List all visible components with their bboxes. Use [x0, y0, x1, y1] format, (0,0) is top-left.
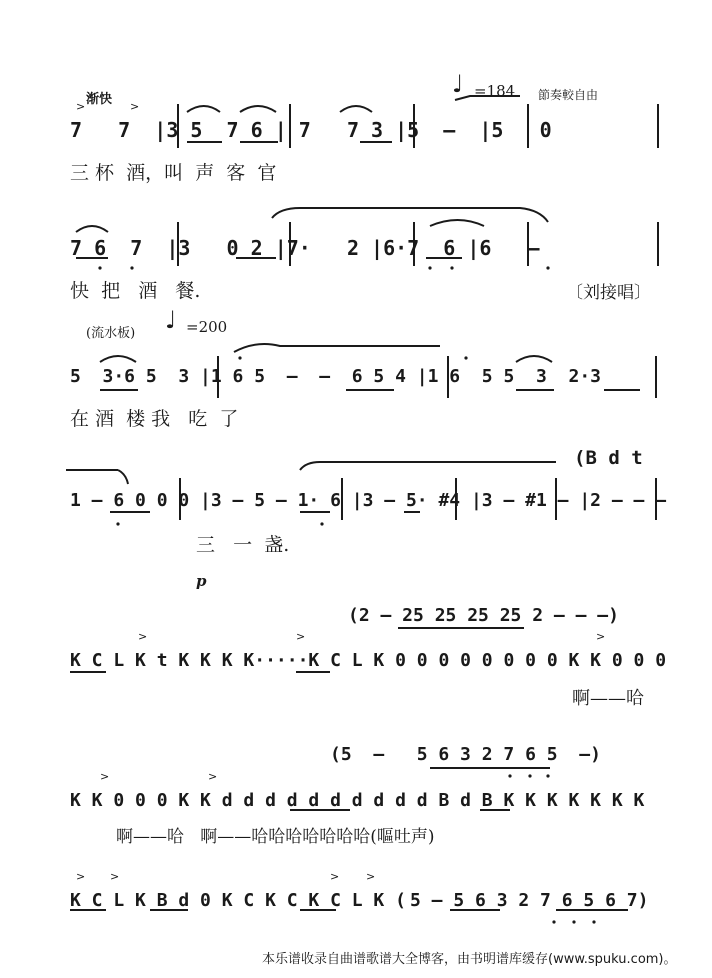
percussion-line-6: K K 0 0 0 K K d d d d d d d d d d B d B K K K K K K K [70, 790, 645, 811]
slur [340, 106, 372, 112]
notation-line-3: 5 3·6 5 3 |1 6 5 – – 6 5 4 |1 6 5 5 3 2·3 [70, 366, 602, 387]
notation-line-1: 7 7 |3 5 7 6 | 7 7 3 |5 – |5 0 [70, 118, 552, 142]
singer-note: 〔刘接唱〕 [566, 283, 651, 303]
svg-text:>: > [76, 100, 86, 113]
slur [516, 356, 552, 362]
svg-text:>: > [130, 100, 140, 113]
tempo-mark-liushui: (流水板) [86, 326, 136, 341]
tempo-value: =200 [186, 318, 228, 336]
slur [240, 106, 276, 112]
slur [100, 356, 136, 362]
tempo-note-icon: ♩ [452, 70, 464, 98]
percussion-line-5: K C L K t K K K K·····K C L K 0 0 0 0 0 0 0 0 K K 0 0 0 [70, 650, 667, 671]
lyrics-line-5: 啊——哈 [572, 688, 644, 709]
percussion-line-7: K C L K B d 0 K C K C K C L K ( [70, 890, 406, 911]
svg-text:>: > [296, 630, 306, 643]
slur [272, 208, 548, 222]
lyrics-line-2: 快 把 酒 餐. [70, 280, 201, 302]
slur [234, 344, 440, 352]
svg-text:>: > [596, 630, 606, 643]
svg-text:>: > [208, 770, 218, 783]
svg-text:>: > [76, 870, 86, 883]
percussion-label: (B d t [574, 447, 643, 469]
notation-line-2: 7 6 7 |3 0 2 |7· 2 |6·7 6 |6 – [70, 236, 540, 260]
slur [187, 106, 220, 112]
melody-line-7: 5 – 5 6 3 2 7 6 5 6 7) [410, 890, 649, 911]
tempo-note-icon: ♩ [165, 306, 177, 334]
lyrics-line-4: 三 一 盏. [196, 534, 290, 556]
lyrics-line-3: 在 酒 楼 我 吃 了 [70, 408, 239, 430]
slur [76, 226, 108, 232]
slur [300, 462, 556, 470]
svg-text:>: > [330, 870, 340, 883]
notation-line-4: 1 – 6 0 0 0 |3 – 5 – 1· 6 |3 – 5· #4 |3 – #1 – |2 – – – [70, 490, 667, 511]
melody-line-6: (5 – 5 6 3 2 7 6 5 –) [330, 744, 601, 765]
melody-line-5: (2 – 25 25 25 25 2 – – –) [348, 605, 619, 626]
lyrics-line-1: 三 杯 酒，叫 声 客 官 [70, 162, 277, 184]
dynamic-piano: p [196, 572, 207, 590]
tempo-mark-accel: 渐快 [86, 92, 113, 107]
svg-text:>: > [110, 870, 120, 883]
tempo-value: =184 [474, 82, 516, 100]
svg-text:>: > [100, 770, 110, 783]
svg-text:>: > [366, 870, 376, 883]
footer-credit: 本乐谱收录自曲谱歌谱大全博客，由书明谱库缓存(www.spuku.com)。 [262, 952, 677, 967]
svg-text:>: > [138, 630, 148, 643]
lyrics-line-6: 啊——哈 啊——哈哈哈哈哈哈哈(嘔吐声) [116, 827, 435, 847]
slur [430, 220, 484, 226]
tempo-remark: 節奏較自由 [538, 88, 599, 102]
